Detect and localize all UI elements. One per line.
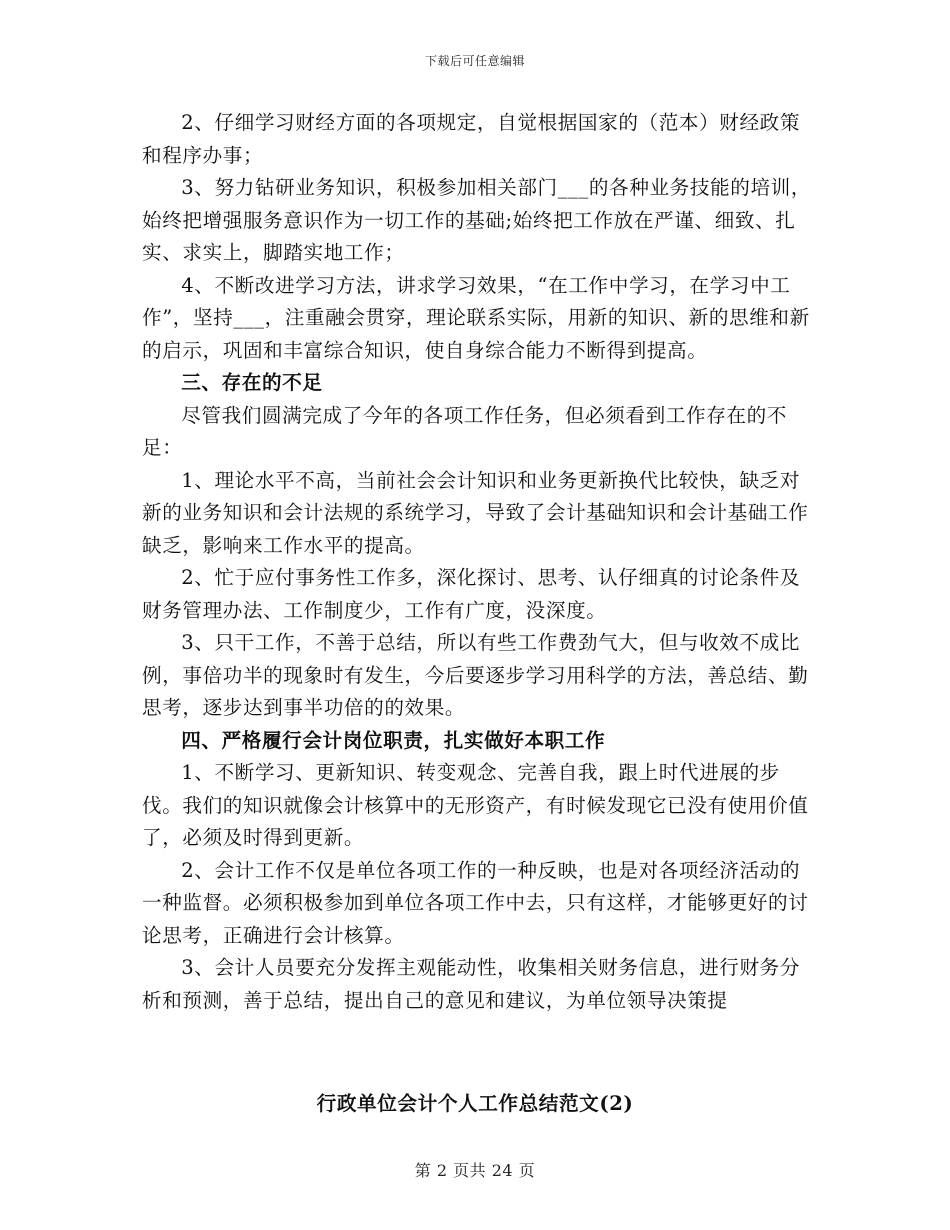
paragraph: 4、不断改进学习方法，讲求学习效果，“在工作中学习，在学习中工作”，坚持___，注重融会贯穿，理论联系实际，用新的知识、新的思维和新的启示，巩固和丰富综合知识，使自身综合能力不断得到提高。 [142,273,810,362]
paragraph: 3、会计人员要充分发挥主观能动性，收集相关财务信息，进行财务分析和预测，善于总结，提出自己的意见和建议，为单位领导决策提 [142,956,801,1012]
paragraph: 1、理论水平不高，当前社会会计知识和业务更新换代比较快，缺乏对新的业务知识和会计法规的系统学习，导致了会计基础知识和会计基础工作缺乏，影响来工作水平的提高。 [142,468,809,557]
next-article-title: 行政单位会计个人工作总结范文(2) [316,1092,634,1115]
section-heading: 三、存在的不足 [181,371,323,394]
section-heading: 四、严格履行会计岗位职责，扎实做好本职工作 [181,728,606,752]
paragraph: 2、仔细学习财经方面的各项规定，自觉根据国家的（范本）财经政策和程序办事； [142,111,801,167]
paragraph: 1、不断学习、更新知识、转变观念、完善自我，跟上时代进展的步伐。我们的知识就像会计核算中的无形资产，有时候发现它已没有使用价值了，必须及时得到更新。 [142,761,809,849]
paragraph: 2、会计工作不仅是单位各项工作的一种反映，也是对各项经济活动的一种监督。必须积极参加到单位各项工作中去，只有这样，才能够更好的讨论思考，正确进行会计核算。 [142,858,809,947]
page-header: 下载后可任意编辑 [424,54,525,68]
paragraph: 尽管我们圆满完成了今年的各项工作任务，但必须看到工作存在的不足： [142,403,787,459]
paragraph: 3、只干工作，不善于总结，所以有些工作费劲气大，但与收效不成比例，事倍功半的现象时有发生，今后要逐步学习用科学的方法，善总结、勤思考，逐步达到事半功倍的的效果。 [142,631,809,719]
page-number: 第 2 页共 24 页 [414,1161,536,1180]
document-body [142,107,814,1017]
paragraph: 3、努力钻研业务知识，积极参加相关部门___的各种业务技能的培训，始终把增强服务意识作为一切工作的基础;始终把工作放在严谨、细致、扎实、求实上，脚踏实地工作； [142,176,812,264]
paragraph: 2、忙于应付事务性工作多，深化探讨、思考、认仔细真的讨论条件及财务管理办法、工作制度少，工作有广度，没深度。 [142,566,801,622]
